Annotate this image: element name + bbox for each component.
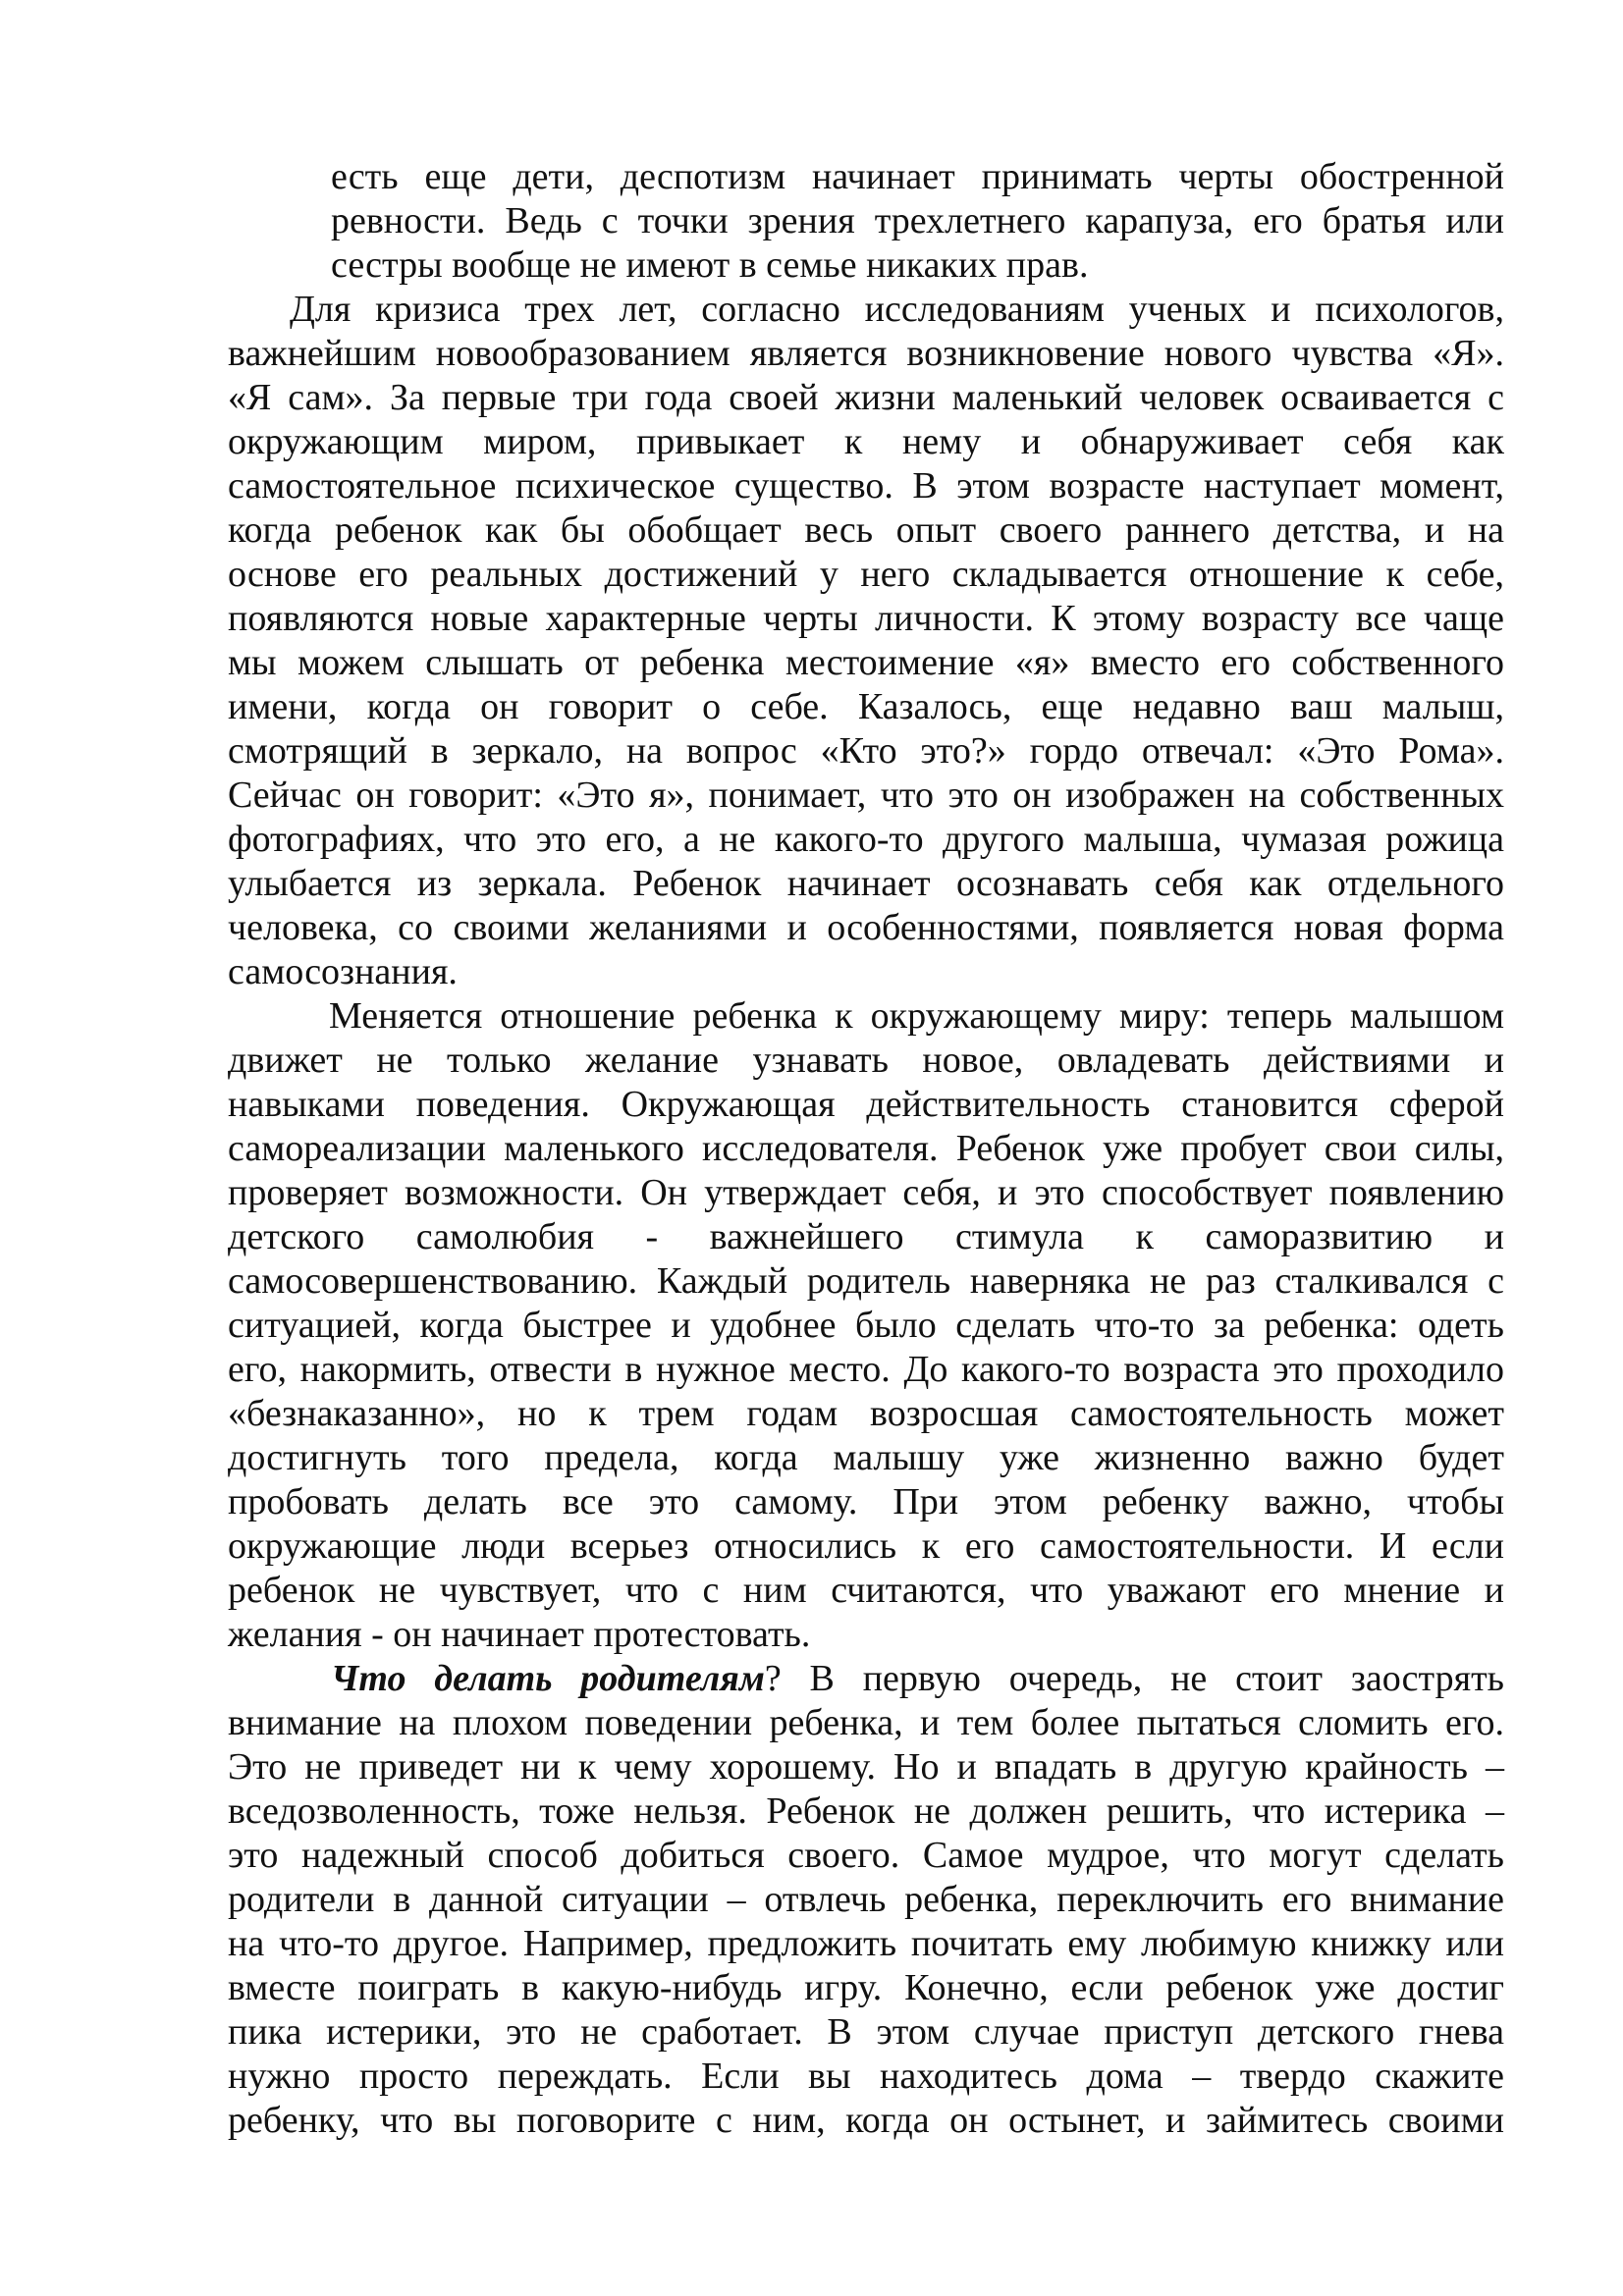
text-line: Что делать родителям? В первую очередь, не стоит заострять <box>331 1658 1504 1699</box>
text-line: самосовершенствованию. Каждый родитель наверняка не раз сталкивался с <box>228 1260 1504 1302</box>
text-line: ситуацией, когда быстрее и удобнее было сделать что-то за ребенка: одеть <box>228 1305 1504 1346</box>
text-line: смотрящий в зеркало, на вопрос «Кто это?» гордо отвечал: «Это Рома». <box>228 730 1504 772</box>
text-line: Это не приведет ни к чему хорошему. Но и впадать в другую крайность – <box>228 1746 1504 1788</box>
text-line: детского самолюбия - важнейшего стимула к саморазвитию и <box>228 1216 1504 1257</box>
text-line: самосознания. <box>228 951 458 992</box>
text-line: проверяет возможности. Он утверждает себя, и это способствует появлению <box>228 1172 1504 1213</box>
text-line: достигнуть того предела, когда малышу уже жизненно важно будет <box>228 1437 1504 1478</box>
paragraph-crisis-of-three-years <box>228 288 1504 994</box>
text-line: окружающие люди всерьез относились к его самостоятельности. И если <box>228 1525 1504 1567</box>
text-line: пика истерики, это не сработает. В этом случае приступ детского гнева <box>228 2011 1504 2053</box>
text-line: самореализации маленького исследователя. Ребенок уже пробует свои силы, <box>228 1128 1504 1169</box>
text-line: внимание на плохом поведении ребенка, и тем более пытаться сломить его. <box>228 1702 1504 1743</box>
text-line: Для кризиса трех лет, согласно исследованиям ученых и психологов, <box>290 289 1504 330</box>
text-line: мы можем слышать от ребенка местоимение «я» вместо его собственного <box>228 642 1504 683</box>
text-line: фотографиях, что это его, а не какого-то другого малыша, чумазая рожица <box>228 819 1504 860</box>
text-line: есть еще дети, деспотизм начинает принимать черты обостренной <box>331 156 1504 197</box>
text-line: имени, когда он говорит о себе. Казалось, еще недавно ваш малыш, <box>228 686 1504 727</box>
text-line: окружающим миром, привыкает к нему и обнаруживает себя как <box>228 421 1504 462</box>
text-line: самостоятельное психическое существо. В этом возрасте наступает момент, <box>228 465 1504 507</box>
text-line: «Я сам». За первые три года своей жизни маленький человек осваивается с <box>228 377 1504 418</box>
text-line: основе его реальных достижений у него складывается отношение к себе, <box>228 554 1504 595</box>
paragraph-attitude-change <box>228 994 1504 1657</box>
text-line: ревности. Ведь с точки зрения трехлетнего карапуза, его братья или <box>331 200 1504 241</box>
text-block <box>228 155 1504 2143</box>
text-line: движет не только желание узнавать новое, овладевать действиями и <box>228 1040 1504 1081</box>
text-line: родители в данной ситуации – отвлечь ребенка, переключить его внимание <box>228 1879 1504 1920</box>
text-line: появляются новые характерные черты личности. К этому возрасту все чаще <box>228 598 1504 639</box>
text-line: Меняется отношение ребенка к окружающему миру: теперь малышом <box>329 995 1504 1037</box>
text-line: навыками поведения. Окружающая действительность становится сферой <box>228 1084 1504 1125</box>
text-line: вместе поиграть в какую-нибудь игру. Конечно, если ребенок уже достиг <box>228 1967 1504 2008</box>
paragraph-continued-list-item <box>331 155 1504 288</box>
text-line: Сейчас он говорит: «Это я», понимает, что это он изображен на собственных <box>228 774 1504 816</box>
text-line: «безнаказанно», но к трем годам возросшая самостоятельность может <box>228 1393 1504 1434</box>
text-line: вседозволенность, тоже нельзя. Ребенок не должен решить, что истерика – <box>228 1790 1504 1832</box>
text-line: когда ребенок как бы обобщает весь опыт своего раннего детства, и на <box>228 509 1504 551</box>
text-line: пробовать делать все это самому. При этом ребенку важно, чтобы <box>228 1481 1504 1522</box>
paragraph-lead-emphasis: Что делать родителям <box>331 1658 765 1699</box>
paragraph-what-parents-should-do <box>228 1657 1504 2143</box>
text-line: ребенку, что вы поговорите с ним, когда он остынет, и займитесь своими <box>228 2100 1504 2141</box>
text-line: важнейшим новообразованием является возникновение нового чувства «Я». <box>228 333 1504 374</box>
text-line: улыбается из зеркала. Ребенок начинает осознавать себя как отдельного <box>228 863 1504 904</box>
text-line: сестры вообще не имеют в семье никаких прав. <box>331 244 1089 286</box>
text-line: нужно просто переждать. Если вы находитесь дома – твердо скажите <box>228 2056 1504 2097</box>
text-line: ребенок не чувствует, что с ним считаются, что уважают его мнение и <box>228 1570 1504 1611</box>
text-line: желания - он начинает протестовать. <box>228 1614 811 1655</box>
text-line: это надежный способ добиться своего. Самое мудрое, что могут сделать <box>228 1835 1504 1876</box>
text-line: человека, со своими желаниями и особенностями, появляется новая форма <box>228 907 1504 948</box>
text-line: его, накормить, отвести в нужное место. До какого-то возраста это проходило <box>228 1349 1504 1390</box>
text-line: на что-то другое. Например, предложить почитать ему любимую книжку или <box>228 1923 1504 1964</box>
